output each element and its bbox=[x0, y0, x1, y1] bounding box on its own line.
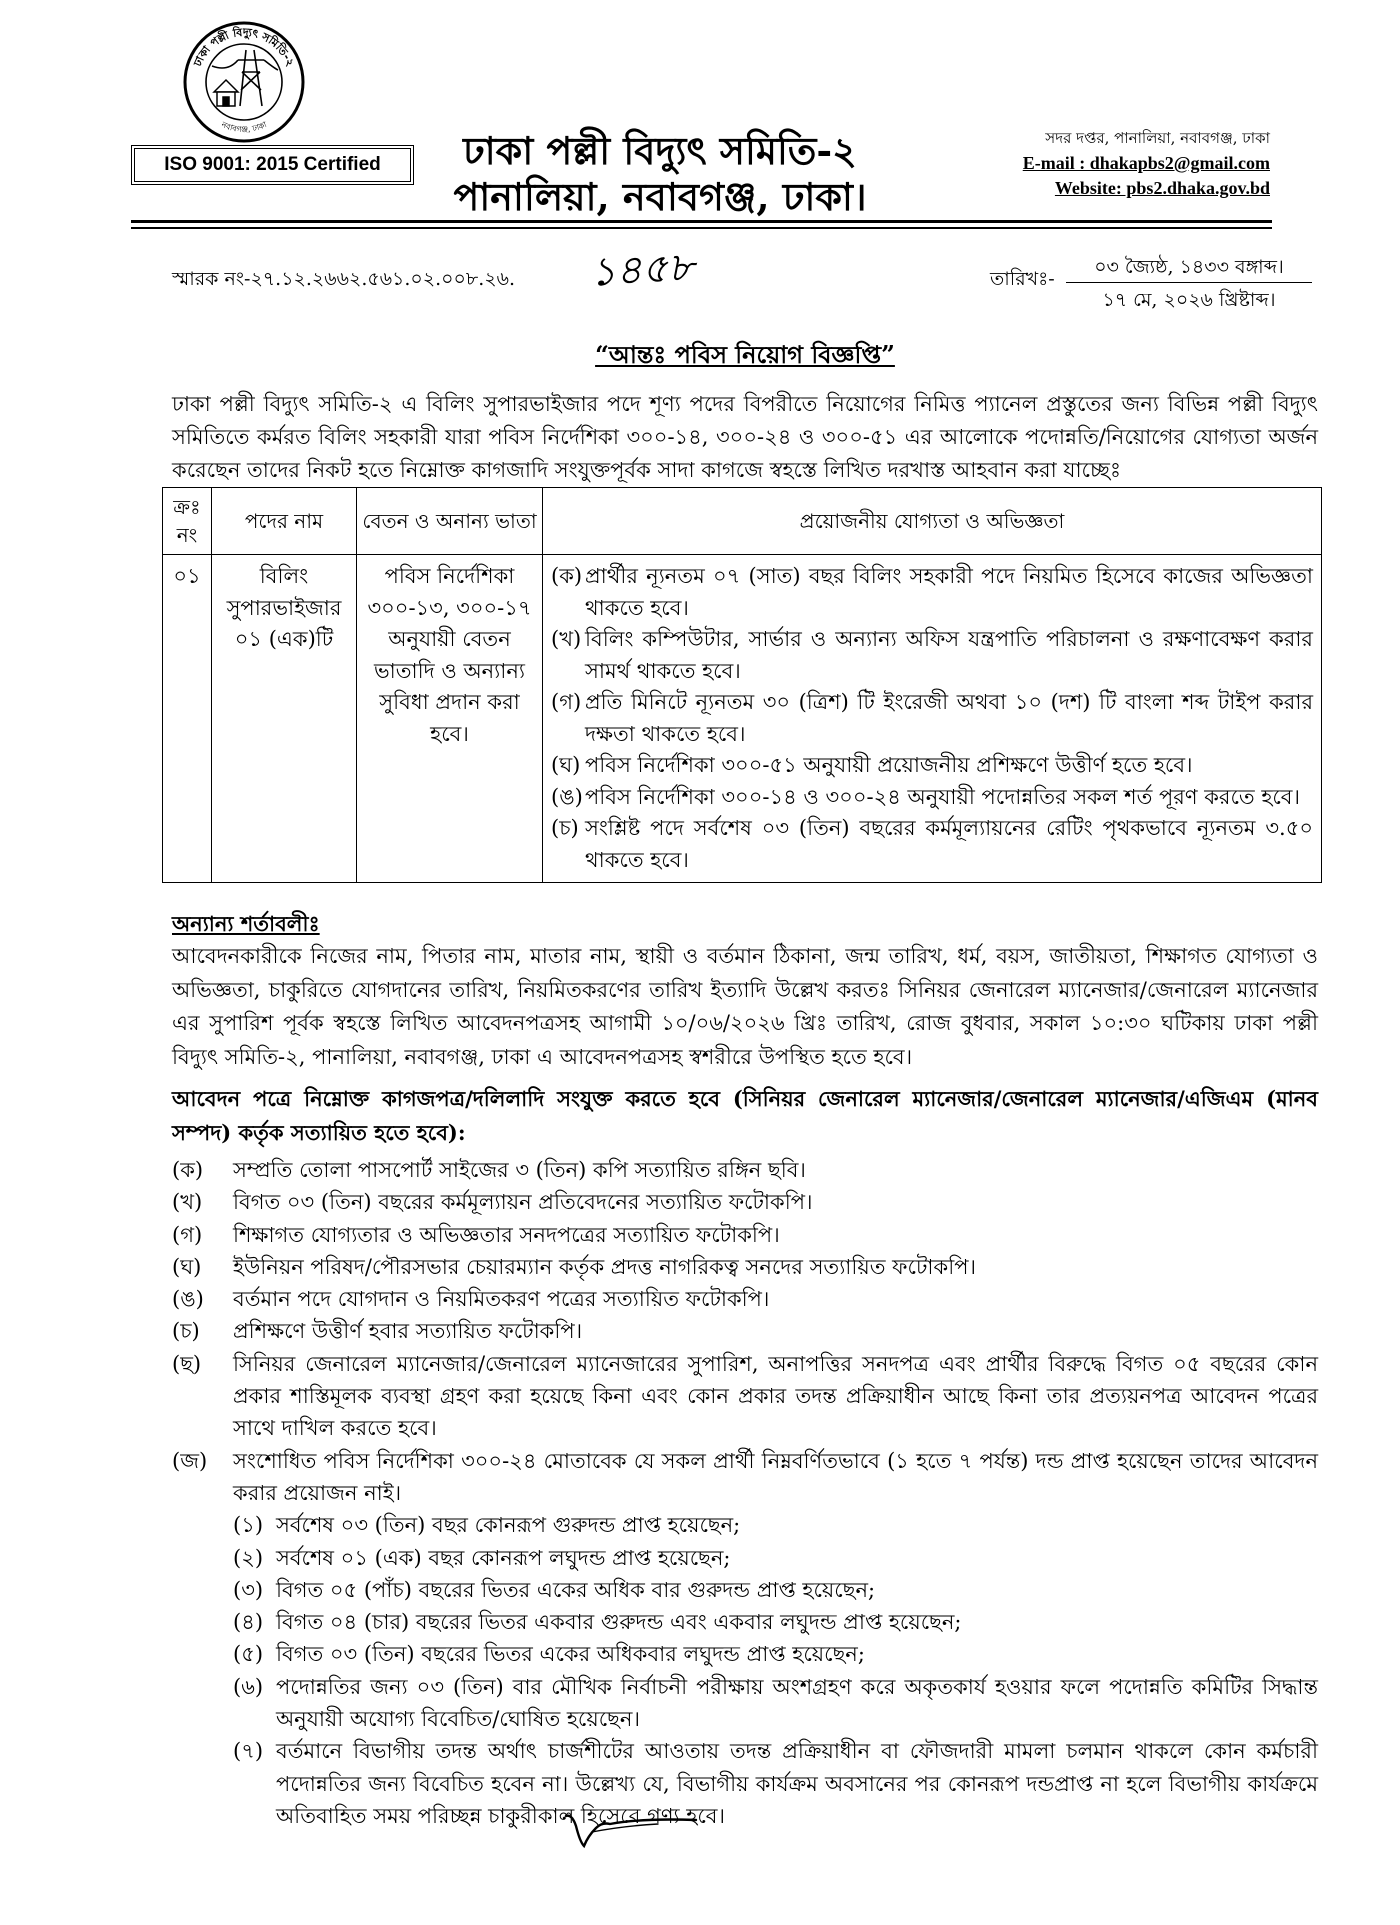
sub-list-item bbox=[172, 1606, 1318, 1638]
list-item-text: বর্তমান পদে যোগদান ও নিয়মিতকরণ পত্রের সত্যায়িত ফটোকপি। bbox=[233, 1287, 770, 1312]
iso-certification-badge: ISO 9001: 2015 Certified bbox=[131, 145, 414, 185]
intro-paragraph: ঢাকা পল্লী বিদ্যুৎ সমিতি-২ এ বিলিং সুপারভাইজার পদে শূণ্য পদের বিপরীতে নিয়োগের নিমিত্ত প্যানেল প্রস্তুতের জন্য বিভিন্ন পল্লী বিদ্যুৎ সমিতিতে কর্মরত বিলিং সহকারী যারা পবিস নির্দেশিকা ৩০০-১৪, ৩০০-২৪ ও ৩০০-৫১ এর আলোকে পদোন্নতি/নিয়োগের যোগ্যতা অর্জন করেছেন তাদের নিকট হতে নিম্নোক্ত কাগজাদি সংযুক্তপূর্বক সাদা কাগজে স্বহস্তে লিখিত দরখাস্ত আহবান করা যাচ্ছেঃ bbox=[172, 392, 1318, 482]
notice-body bbox=[162, 388, 1321, 1832]
list-item-label: (ছ) bbox=[172, 1351, 202, 1376]
sub-item-text: পদোন্নতির জন্য ০৩ (তিন) বার মৌখিক নির্বাচনী পরীক্ষায় অংশগ্রহণ করে অকৃতকার্য হওয়ার ফলে পদোন্নতি কমিটির সিদ্ধান্ত অনুযায়ী অযোগ্য বিবেচিত/ঘোষিত হয়েছেন। bbox=[276, 1674, 1318, 1732]
list-item-label: (খ) bbox=[172, 1190, 203, 1215]
cell-qualifications bbox=[543, 555, 1322, 883]
sub-item-text: বিগত ০৩ (তিন) বছরের ভিতর একের অধিকবার লঘুদন্ড প্রাপ্ত হয়েছেন; bbox=[276, 1642, 865, 1667]
sub-item-text: সর্বশেষ ০১ (এক) বছর কোনরূপ লঘুদন্ড প্রাপ্ত হয়েছেন; bbox=[276, 1545, 731, 1570]
header-qualifications: প্রয়োজনীয় যোগ্যতা ও অভিজ্ঞতা bbox=[543, 488, 1322, 555]
cell-post: বিলিং সুপারভাইজার ০১ (এক)টি bbox=[212, 555, 357, 883]
notice-title: “আন্তঃ পবিস নিয়োগ বিজ্ঞপ্তি” bbox=[595, 340, 895, 369]
table-header-row bbox=[163, 488, 1322, 555]
list-item-text: সম্প্রতি তোলা পাসপোর্ট সাইজের ৩ (তিন) কপি সত্যায়িত রঙ্গিন ছবি। bbox=[233, 1158, 806, 1182]
organization-seal-logo bbox=[182, 20, 306, 144]
list-item bbox=[172, 1251, 1318, 1283]
sub-item-label: (৭) bbox=[233, 1739, 264, 1764]
sub-item-label: (৪) bbox=[233, 1610, 264, 1635]
organization-name: ঢাকা পল্লী বিদ্যুৎ সমিতি-২ bbox=[463, 128, 857, 173]
website-link[interactable]: Website: pbs2.dhaka.gov.bd bbox=[1054, 178, 1270, 198]
qualification-item bbox=[551, 813, 1313, 876]
list-item-label: (গ) bbox=[172, 1222, 203, 1247]
list-item bbox=[172, 1315, 1318, 1347]
qualification-text: সংশ্লিষ্ট পদে সর্বশেষ ০৩ (তিন) বছরের কর্মমূল্যায়নের রেটিং পৃথকভাবে ন্যূনতম ৩.৫০ থাকতে হবে। bbox=[585, 816, 1313, 872]
conditions-paragraph: আবেদনকারীকে নিজের নাম, পিতার নাম, মাতার নাম, স্থায়ী ও বর্তমান ঠিকানা, জন্ম তারিখ, ধর্ম, বয়স, জাতীয়তা, শিক্ষাগত যোগ্যতা ও অভিজ্ঞতা, চাকুরিতে যোগদানের তারিখ, নিয়মিতকরণের তারিখ ইত্যাদি উল্লেখ করতঃ সিনিয়র জেনারেল ম্যানেজার/জেনারেল ম্যানেজার এর সুপারিশ পূর্বক স্বহস্তে লিখিত আবেদনপত্রসহ আগামী ১০/০৬/২০২৬ খ্রিঃ তারিখ, রোজ বুধবার, সকাল ১০:৩০ ঘটিকায় ঢাকা পল্লী বিদ্যুৎ সমিতি-২, পানালিয়া, নবাবগঞ্জ, ঢাকা এ আবেদনপত্রসহ স্বশরীরে উপস্থিত হতে হবে। bbox=[172, 944, 1318, 1069]
table-row bbox=[163, 555, 1322, 883]
email-link[interactable]: E-mail : dhakapbs2@gmail.com bbox=[1022, 153, 1270, 173]
svg-text:নবাবগঞ্জ, ঢাকা bbox=[219, 120, 268, 134]
sub-item-label: (৩) bbox=[233, 1577, 264, 1602]
date-block bbox=[1066, 252, 1312, 317]
sub-list-item bbox=[172, 1542, 1318, 1574]
header-divider-thin bbox=[131, 227, 1272, 229]
sub-item-text: বর্তমানে বিভাগীয় তদন্ত অর্থাৎ চার্জশীটের আওতায় তদন্ত প্রক্রিয়াধীন বা ফৌজদারী মামলা চলমান থাকলে কোন কর্মচারী পদোন্নতির জন্য বিবেচিত হবেন না। উল্লেখ্য যে, বিভাগীয় কার্যক্রম অবসানের পর কোনরূপ দন্ডপ্রাপ্ত না হলে বিভাগীয় কার্যক্রমে অতিবাহিত সময় পরিচ্ছন্ন চাকুরীকাল হিসেবে গণ্য হবে। bbox=[276, 1739, 1318, 1828]
sub-list-item bbox=[172, 1509, 1318, 1541]
header-divider bbox=[131, 220, 1272, 223]
date-gregorian: ১৭ মে, ২০২৬ খ্রিষ্টাব্দ। bbox=[1102, 289, 1276, 311]
sub-item-label: (৬) bbox=[233, 1674, 264, 1699]
documents-list bbox=[162, 1154, 1321, 1832]
sub-list-item bbox=[172, 1671, 1318, 1736]
qualification-label: (গ) bbox=[551, 690, 582, 714]
documents-heading: আবেদন পত্রে নিম্নোক্ত কাগজপত্র/দলিলাদি সংযুক্ত করতে হবে (সিনিয়র জেনারেল ম্যানেজার/জেনারেল ম্যানেজার/এজিএম (মানব সম্পদ) কর্তৃক সত্যায়িত হতে হবে): bbox=[172, 1086, 1318, 1145]
sub-item-label: (১) bbox=[233, 1513, 264, 1538]
sub-item-text: বিগত ০৪ (চার) বছরের ভিতর একবার গুরুদন্ড এবং একবার লঘুদন্ড প্রাপ্ত হয়েছেন; bbox=[276, 1610, 962, 1635]
house-icon bbox=[214, 80, 238, 106]
qualification-item bbox=[551, 624, 1313, 687]
qualification-item bbox=[551, 782, 1313, 814]
cell-serial: ০১ bbox=[163, 555, 212, 883]
memo-number-handwritten: ১৪৫৮ bbox=[588, 244, 695, 296]
list-item-label: (ক) bbox=[172, 1158, 204, 1182]
memo-reference: স্মারক নং-২৭.১২.২৬৬২.৫৬১.০২.০০৮.২৬. bbox=[172, 268, 515, 290]
organization-address: পানালিয়া, নবাবগঞ্জ, ঢাকা। bbox=[453, 174, 867, 219]
list-item-text: সিনিয়র জেনারেল ম্যানেজার/জেনারেল ম্যানেজারের সুপারিশ, অনাপত্তির সনদপত্র এবং প্রার্থীর বিরুদ্ধে বিগত ০৫ বছরের কোন প্রকার শাস্তিমূলক ব্যবস্থা গ্রহণ করা হয়েছে কিনা এবং কোন প্রকার তদন্ত প্রক্রিয়াধীন আছে কিনা তার প্রত্যয়নপত্র আবেদন পত্রের সাথে দাখিল করতে হবে। bbox=[233, 1351, 1318, 1441]
list-item-text: শিক্ষাগত যোগ্যতার ও অভিজ্ঞতার সনদপত্রের সত্যায়িত ফটোকপি। bbox=[233, 1222, 780, 1247]
list-item-text: সংশোধিত পবিস নির্দেশিকা ৩০০-২৪ মোতাবেক যে সকল প্রার্থী নিম্নবর্ণিতভাবে (১ হতে ৭ পর্যন্ত) দন্ড প্রাপ্ত হয়েছেন তাদের আবেদন করার প্রয়োজন নাই। bbox=[233, 1448, 1318, 1505]
header-serial: ক্রঃ নং bbox=[163, 488, 212, 555]
list-item-text: বিগত ০৩ (তিন) বছরের কর্মমূল্যায়ন প্রতিবেদনের সত্যায়িত ফটোকপি। bbox=[233, 1190, 813, 1215]
header-salary: বেতন ও অনান্য ভাতা bbox=[357, 488, 543, 555]
list-item bbox=[172, 1445, 1318, 1510]
list-item bbox=[172, 1219, 1318, 1251]
qualification-text: প্রার্থীর ন্যূনতম ০৭ (সাত) বছর বিলিং সহকারী পদে নিয়মিত হিসেবে কাজের অভিজ্ঞতা থাকতে হবে। bbox=[585, 564, 1313, 620]
qualification-label: (চ) bbox=[551, 816, 579, 840]
list-item-label: (চ) bbox=[172, 1319, 200, 1344]
date-label: তারিখঃ- bbox=[990, 268, 1055, 290]
header-post-name: পদের নাম bbox=[212, 488, 357, 555]
list-item-label: (ঘ) bbox=[172, 1254, 202, 1279]
list-item bbox=[172, 1283, 1318, 1315]
qualification-item bbox=[551, 561, 1313, 624]
sub-list-item bbox=[172, 1574, 1318, 1606]
seal-top-text: ঢাকা পল্লী বিদ্যুৎ সমিতি-২ bbox=[191, 25, 297, 69]
qualification-label: (খ) bbox=[551, 627, 582, 651]
signature-mark bbox=[562, 1806, 700, 1858]
sub-item-label: (২) bbox=[233, 1545, 264, 1570]
sub-item-text: বিগত ০৫ (পাঁচ) বছরের ভিতর একের অধিক বার গুরুদন্ড প্রাপ্ত হয়েছেন; bbox=[276, 1577, 876, 1602]
list-item-label: (ঙ) bbox=[172, 1287, 204, 1312]
list-item bbox=[172, 1348, 1318, 1445]
list-item-label: (জ) bbox=[172, 1448, 208, 1473]
sub-list-item bbox=[172, 1735, 1318, 1832]
list-item bbox=[172, 1186, 1318, 1218]
sub-list-item bbox=[172, 1638, 1318, 1670]
qualification-text: পবিস নির্দেশিকা ৩০০-৫১ অনুযায়ী প্রয়োজনীয় প্রশিক্ষণে উত্তীর্ণ হতে হবে। bbox=[585, 753, 1193, 777]
sub-item-label: (৫) bbox=[233, 1642, 264, 1667]
requirements-table bbox=[162, 487, 1322, 883]
qualification-item bbox=[551, 750, 1313, 782]
qualification-label: (ঙ) bbox=[551, 784, 583, 809]
qualification-item bbox=[551, 687, 1313, 750]
qualification-label: (ক) bbox=[551, 564, 583, 588]
conditions-heading: অন্যান্য শর্তাবলীঃ bbox=[172, 911, 320, 936]
seal-bottom-text: নবাবগঞ্জ, ঢাকা bbox=[220, 120, 268, 135]
list-item-text: ইউনিয়ন পরিষদ/পৌরসভার চেয়ারম্যান কর্তৃক প্রদত্ত নাগরিকত্ব সনদের সত্যায়িত ফটোকপি। bbox=[233, 1254, 976, 1279]
head-office-address: সদর দপ্তর, পানালিয়া, নবাবগঞ্জ, ঢাকা bbox=[1045, 129, 1270, 147]
list-item bbox=[172, 1154, 1318, 1186]
date-bangla: ০৩ জ্যৈষ্ঠ, ১৪৩৩ বঙ্গাব্দ। bbox=[1066, 252, 1312, 283]
svg-text:ঢাকা পল্লী বিদ্যুৎ সমিতি-২ bbox=[191, 25, 297, 69]
qualification-text: প্রতি মিনিটে ন্যূনতম ৩০ (ত্রিশ) টি ইংরেজী অথবা ১০ (দশ) টি বাংলা শব্দ টাইপ করার দক্ষতা থাকতে হবে। bbox=[585, 690, 1313, 746]
list-item-text: প্রশিক্ষণে উত্তীর্ণ হবার সত্যায়িত ফটোকপি। bbox=[233, 1319, 583, 1344]
sub-item-text: সর্বশেষ ০৩ (তিন) বছর কোনরূপ গুরুদন্ড প্রাপ্ত হয়েছেন; bbox=[276, 1513, 741, 1538]
qualification-label: (ঘ) bbox=[551, 753, 581, 777]
qualification-text: পবিস নির্দেশিকা ৩০০-১৪ ও ৩০০-২৪ অনুযায়ী পদোন্নতির সকল শর্ত পূরণ করতে হবে। bbox=[585, 784, 1300, 809]
qualification-text: বিলিং কম্পিউটার, সার্ভার ও অন্যান্য অফিস যন্ত্রপাতি পরিচালনা ও রক্ষণাবেক্ষণ করার সামর্থ থাকতে হবে। bbox=[585, 627, 1313, 683]
cell-salary: পবিস নির্দেশিকা ৩০০-১৩, ৩০০-১৭ অনুযায়ী বেতন ভাতাদি ও অন্যান্য সুবিধা প্রদান করা হবে। bbox=[357, 555, 543, 883]
